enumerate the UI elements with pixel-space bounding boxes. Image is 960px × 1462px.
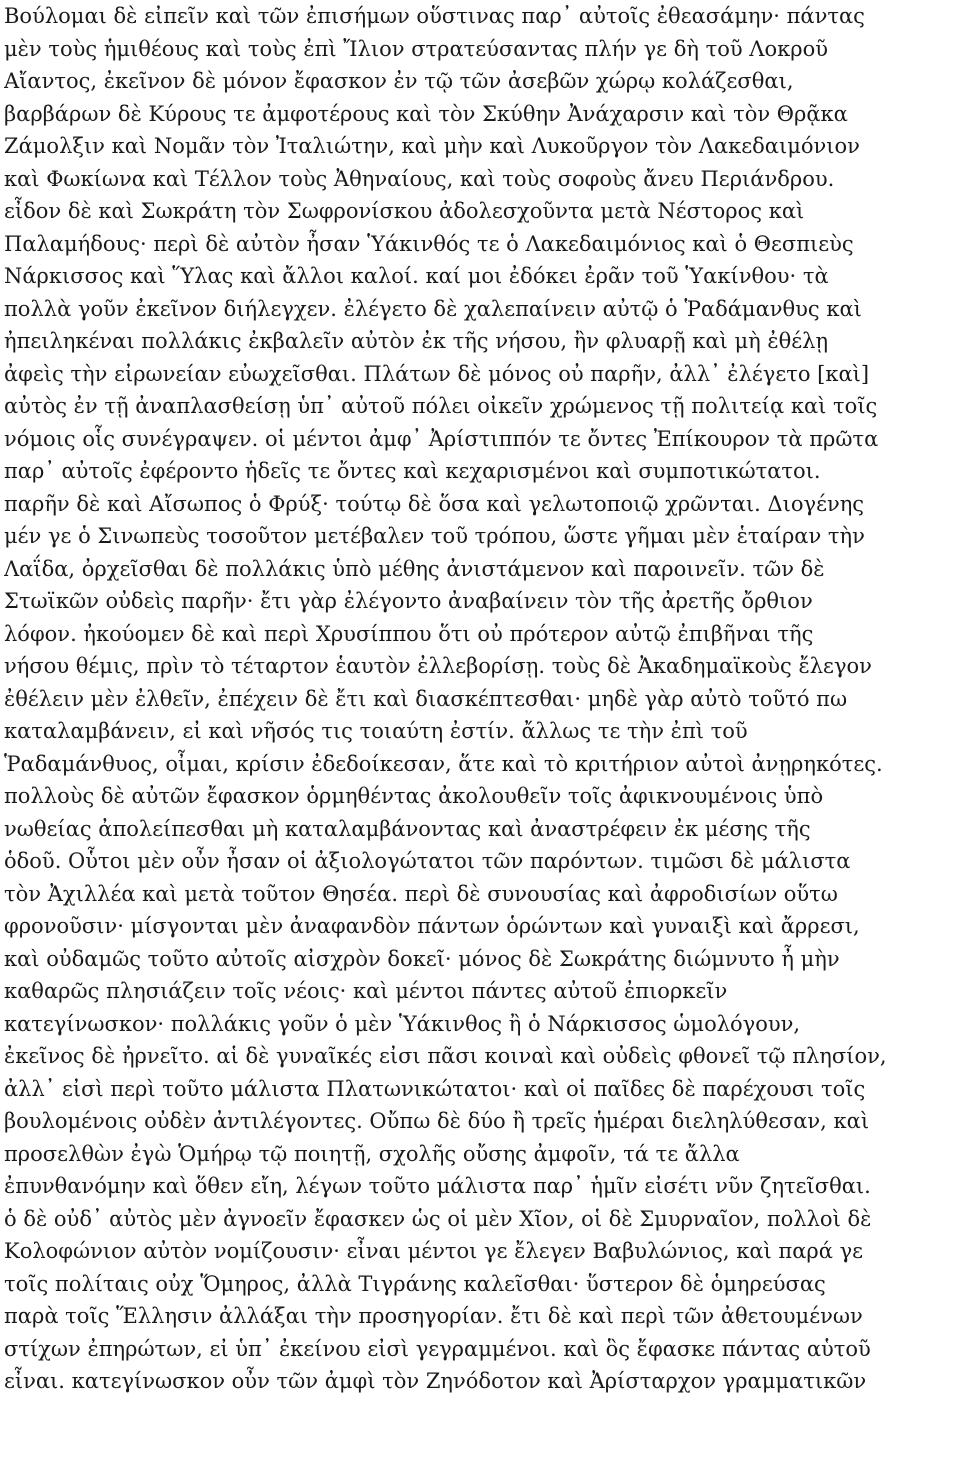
text-line: νόμοις οἷς συνέγραψεν. οἱ μέντοι ἀμφ᾽ Ἀρίστιππόν τε ὄντες Ἐπίκουρον τὰ πρῶτα	[4, 426, 879, 451]
text-line: ἀφεὶς τὴν εἰρωνείαν εὐωχεῖσθαι. Πλάτων δὲ μόνος οὐ παρῆν, ἀλλ᾽ ἐλέγετο [καὶ]	[4, 361, 870, 386]
text-line: Νάρκισσος καὶ Ὕλας καὶ ἄλλοι καλοί. καί μοι ἐδόκει ἐρᾶν τοῦ Ὑακίνθου· τὰ	[4, 264, 829, 288]
text-line: πολλὰ γοῦν ἐκεῖνον διήλεγχεν. ἐλέγετο δὲ χαλεπαίνειν αὐτῷ ὁ Ῥαδάμανθυς καὶ	[4, 296, 862, 321]
text-line: βαρβάρων δὲ Κύρους τε ἀμφοτέρους καὶ τὸν Σκύθην Ἀνάχαρσιν καὶ τὸν Θρᾷκα	[4, 101, 848, 126]
text-line: εἶδον δὲ καὶ Σωκράτη τὸν Σωφρονίσκου ἀδολεσχοῦντα μετὰ Νέστορος καὶ	[4, 199, 805, 223]
text-line: εἶναι. κατεγίνωσκον οὖν τῶν ἀμφὶ τὸν Ζηνόδοτον καὶ Ἀρίσταρχον γραμματικῶν	[4, 1369, 867, 1393]
text-line: πολλοὺς δὲ αὐτῶν ἔφασκον ὁρμηθέντας ἀκολουθεῖν τοῖς ἀφικνουμένοις ὑπὸ	[4, 784, 824, 808]
text-line: ἠπειληκέναι πολλάκις ἐκβαλεῖν αὐτὸν ἐκ τῆς νήσου, ἢν φλυαρῇ καὶ μὴ ἐθέλῃ	[4, 329, 829, 353]
text-line: Ζάμολξιν καὶ Νομᾶν τὸν Ἰταλιώτην, καὶ μὴν καὶ Λυκοῦργον τὸν Λακεδαιμόνιον	[4, 134, 860, 158]
text-line: Κολοφώνιον αὐτὸν νομίζουσιν· εἶναι μέντοι γε ἔλεγεν Βαβυλώνιος, καὶ παρά γε	[4, 1239, 864, 1263]
text-line: Αἴαντος, ἐκεῖνον δὲ μόνον ἔφασκον ἐν τῷ τῶν ἀσεβῶν χώρῳ κολάζεσθαι,	[4, 69, 794, 93]
text-line: λόφον. ἠκούομεν δὲ καὶ περὶ Χρυσίππου ὅτι οὐ πρότερον αὐτῷ ἐπιβῆναι τῆς	[4, 621, 814, 646]
text-line: μέν γε ὁ Σινωπεὺς τοσοῦτον μετέβαλεν τοῦ τρόπου, ὥστε γῆμαι μὲν ἑταίραν τὴν	[4, 524, 865, 548]
text-line: Λαΐδα, ὀρχεῖσθαι δὲ πολλάκις ὑπὸ μέθης ἀνιστάμενον καὶ παροινεῖν. τῶν δὲ	[4, 556, 825, 581]
text-line: προσελθὼν ἐγὼ Ὁμήρῳ τῷ ποιητῇ, σχολῆς οὔσης ἀμφοῖν, τά τε ἄλλα	[4, 1141, 740, 1166]
text-line: ἐθέλειν μὲν ἐλθεῖν, ἐπέχειν δὲ ἔτι καὶ διασκέπτεσθαι· μηδὲ γὰρ αὐτὸ τοῦτό πω	[4, 686, 848, 711]
text-line: Παλαμήδους· περὶ δὲ αὐτὸν ἦσαν Ὑάκινθός τε ὁ Λακεδαιμόνιος καὶ ὁ Θεσπιεὺς	[4, 231, 854, 256]
text-line: παρ᾽ αὐτοῖς ἐφέροντο ἡδεῖς τε ὄντες καὶ κεχαρισμένοι καὶ συμποτικώτατοι.	[4, 459, 821, 483]
text-line: βουλομένοις οὐδὲν ἀντιλέγοντες. Οὔπω δὲ δύο ἢ τρεῖς ἡμέραι διεληλύθεσαν, καὶ	[4, 1109, 870, 1133]
text-line: Στωϊκῶν οὐδεὶς παρῆν· ἔτι γὰρ ἐλέγοντο ἀναβαίνειν τὸν τῆς ἀρετῆς ὄρθιον	[4, 589, 813, 613]
text-line: Ῥαδαμάνθυος, οἶμαι, κρίσιν ἐδεδοίκεσαν, ἅτε καὶ τὸ κριτήριον αὐτοὶ ἀνῃρηκότες.	[4, 751, 883, 776]
text-line: στίχων ἐπηρώτων, εἰ ὑπ᾽ ἐκείνου εἰσὶ γεγραμμένοι. καὶ ὃς ἔφασκε πάντας αὑτοῦ	[4, 1336, 871, 1361]
text-line: ἀλλ᾽ εἰσὶ περὶ τοῦτο μάλιστα Πλατωνικώτατοι· καὶ οἱ παῖδες δὲ παρέχουσι τοῖς	[4, 1076, 866, 1101]
text-line: φρονοῦσιν· μίσγονται μὲν ἀναφανδὸν πάντων ὁρώντων καὶ γυναιξὶ καὶ ἄρρεσι,	[4, 914, 860, 938]
text-line: καὶ Φωκίωνα καὶ Τέλλον τοὺς Ἀθηναίους, καὶ τοὺς σοφοὺς ἄνευ Περιάνδρου.	[4, 166, 835, 191]
text-line: ἐπυνθανόμην καὶ ὅθεν εἴη, λέγων τοῦτο μάλιστα παρ᾽ ἡμῖν εἰσέτι νῦν ζητεῖσθαι.	[4, 1174, 871, 1198]
text-line: παρῆν δὲ καὶ Αἴσωπος ὁ Φρύξ· τούτῳ δὲ ὅσα καὶ γελωτοποιῷ χρῶνται. Διογένης	[4, 491, 865, 516]
text-line: παρὰ τοῖς Ἕλλησιν ἀλλάξαι τὴν προσηγορίαν. ἔτι δὲ καὶ περὶ τῶν ἀθετουμένων	[4, 1304, 863, 1328]
text-line: νωθείας ἀπολείπεσθαι μὴ καταλαμβάνοντας καὶ ἀναστρέφειν ἐκ μέσης τῆς	[4, 816, 811, 841]
text-line: ὁδοῦ. Οὗτοι μὲν οὖν ἦσαν οἱ ἀξιολογώτατοι τῶν παρόντων. τιμῶσι δὲ μάλιστα	[4, 849, 851, 873]
text-line: ὁ δὲ οὐδ᾽ αὐτὸς μὲν ἀγνοεῖν ἔφασκεν ὡς οἱ μὲν Χῖον, οἱ δὲ Σμυρναῖον, πολλοὶ δὲ	[4, 1206, 872, 1231]
text-line: ἐκεῖνος δὲ ἠρνεῖτο. αἱ δὲ γυναῖκές εἰσι πᾶσι κοιναὶ καὶ οὐδεὶς φθονεῖ τῷ πλησίον,	[4, 1044, 887, 1068]
text-line: τὸν Ἀχιλλέα καὶ μετὰ τοῦτον Θησέα. περὶ δὲ συνουσίας καὶ ἀφροδισίων οὕτω	[4, 881, 838, 906]
text-line: καταλαμβάνειν, εἰ καὶ νῆσός τις τοιαύτη ἐστίν. ἄλλως τε τὴν ἐπὶ τοῦ	[4, 719, 748, 743]
text-line: καθαρῶς πλησιάζειν τοῖς νέοις· καὶ μέντοι πάντες αὐτοῦ ἐπιορκεῖν	[4, 979, 728, 1003]
text-line	[4, 1398, 956, 1431]
text-line: καὶ οὐδαμῶς τοῦτο αὐτοῖς αἰσχρὸν δοκεῖ· μόνος δὲ Σωκράτης διώμνυτο ἦ μὴν	[4, 946, 840, 971]
text-line: μὲν τοὺς ἡμιθέους καὶ τοὺς ἐπὶ Ἴλιον στρατεύσαντας πλήν γε δὴ τοῦ Λοκροῦ	[4, 36, 828, 61]
text-line: νήσου θέμις, πρὶν τὸ τέταρτον ἑαυτὸν ἐλλεβορίσῃ. τοὺς δὲ Ἀκαδημαϊκοὺς ἔλεγον	[4, 654, 872, 678]
text-line: αὐτὸς ἐν τῇ ἀναπλασθείσῃ ὑπ᾽ αὐτοῦ πόλει οἰκεῖν χρώμενος τῇ πολιτείᾳ καὶ τοῖς	[4, 394, 878, 418]
text-line: κατεγίνωσκον· πολλάκις γοῦν ὁ μὲν Ὑάκινθος ἢ ὁ Νάρκισσος ὡμολόγουν,	[4, 1011, 801, 1036]
text-line: Βούλομαι δὲ εἰπεῖν καὶ τῶν ἐπισήμων οὕστινας παρ᾽ αὐτοῖς ἐθεασάμην· πάντας	[4, 4, 865, 28]
text-line: τοῖς πολίταις οὐχ Ὅμηρος, ἀλλὰ Τιγράνης καλεῖσθαι· ὕστερον δὲ ὁμηρεύσας	[4, 1271, 826, 1296]
